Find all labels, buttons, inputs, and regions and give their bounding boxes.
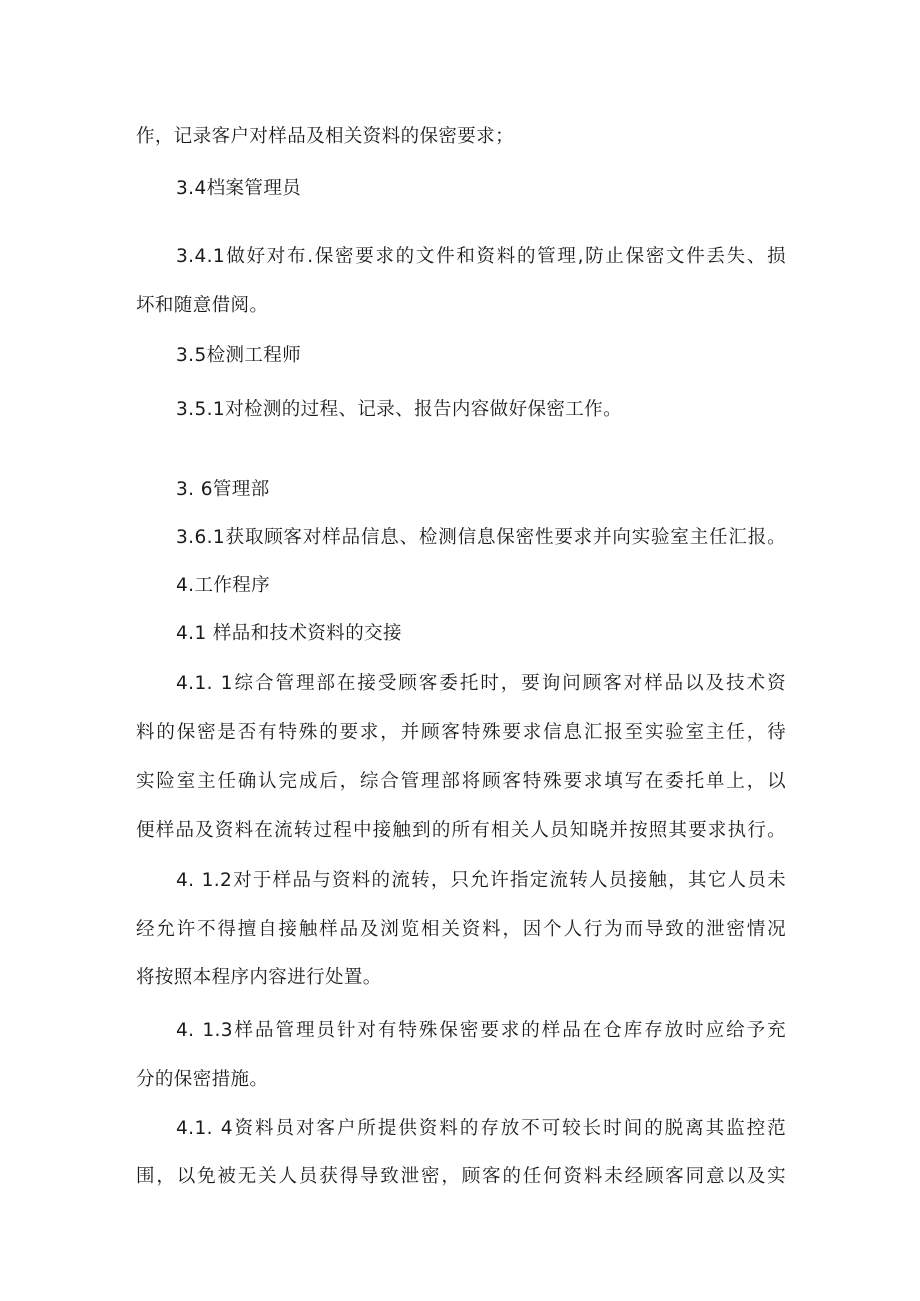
text-line-4-1-1-cont-2: 实险室主任确认完成后，综合管理部将顾客特殊要求填写在委托单上，以: [136, 771, 786, 792]
text-line-4-1-1: 4.1. 1综合管理部在接受顾客委托时，要询问顾客对样品以及技术资: [176, 673, 786, 694]
text-line-4-1-2-cont-2: 将按照本程序内容进行处置。: [136, 967, 382, 988]
text-line-1: 作，记录客户对样品及相关资料的保密要求；: [136, 126, 515, 147]
section-heading-3-4: 3.4档案管理员: [176, 178, 302, 199]
text-line-4-1-1-cont-1: 料的保密是否有特殊的要求，并顾客特殊要求信息汇报至实验室主任，待: [136, 722, 786, 743]
text-line-3-6-1: 3.6.1获取顾客对样品信息、检测信息保密性要求并向实验室主任汇报。: [176, 527, 786, 548]
text-line-4-1-3-cont: 分的保密措施。: [136, 1069, 269, 1090]
section-heading-4-1: 4.1 样品和技术资料的交接: [176, 623, 402, 644]
text-line-3-4-1-cont: 坏和随意借阅。: [136, 295, 269, 316]
text-line-4-1-2-cont-1: 经允许不得擅自接触样品及浏览相关资料，因个人行为而导致的泄密情况: [136, 919, 786, 940]
text-line-4-1-4: 4.1. 4资料员对客户所提供资料的存放不可较长时间的脱离其监控范: [176, 1118, 786, 1139]
text-line-4-1-3: 4. 1.3样品管理员针对有特殊保密要求的样品在仓库存放时应给予充: [176, 1020, 786, 1041]
section-heading-3-5: 3.5检测工程师: [176, 345, 302, 366]
text-line-4-1-2: 4. 1.2对于样品与资料的流转，只允许指定流转人员接触，其它人员未: [176, 870, 786, 891]
text-line-4-1-1-cont-3: 便样品及资料在流转过程中接触到的所有相关人员知晓并按照其要求执行。: [136, 820, 786, 841]
section-heading-3-6: 3. 6管理部: [176, 479, 270, 500]
text-line-3-5-1: 3.5.1对检测的过程、记录、报告内容做好保密工作。: [176, 399, 622, 420]
section-heading-4: 4.工作程序: [176, 575, 271, 596]
text-line-3-4-1: 3.4.1做好对布.保密要求的文件和资料的管理,防止保密文件丢失、损: [176, 246, 786, 267]
text-line-4-1-4-cont: 围，以免被无关人员获得导致泄密，顾客的任何资料未经顾客同意以及实: [136, 1166, 786, 1187]
